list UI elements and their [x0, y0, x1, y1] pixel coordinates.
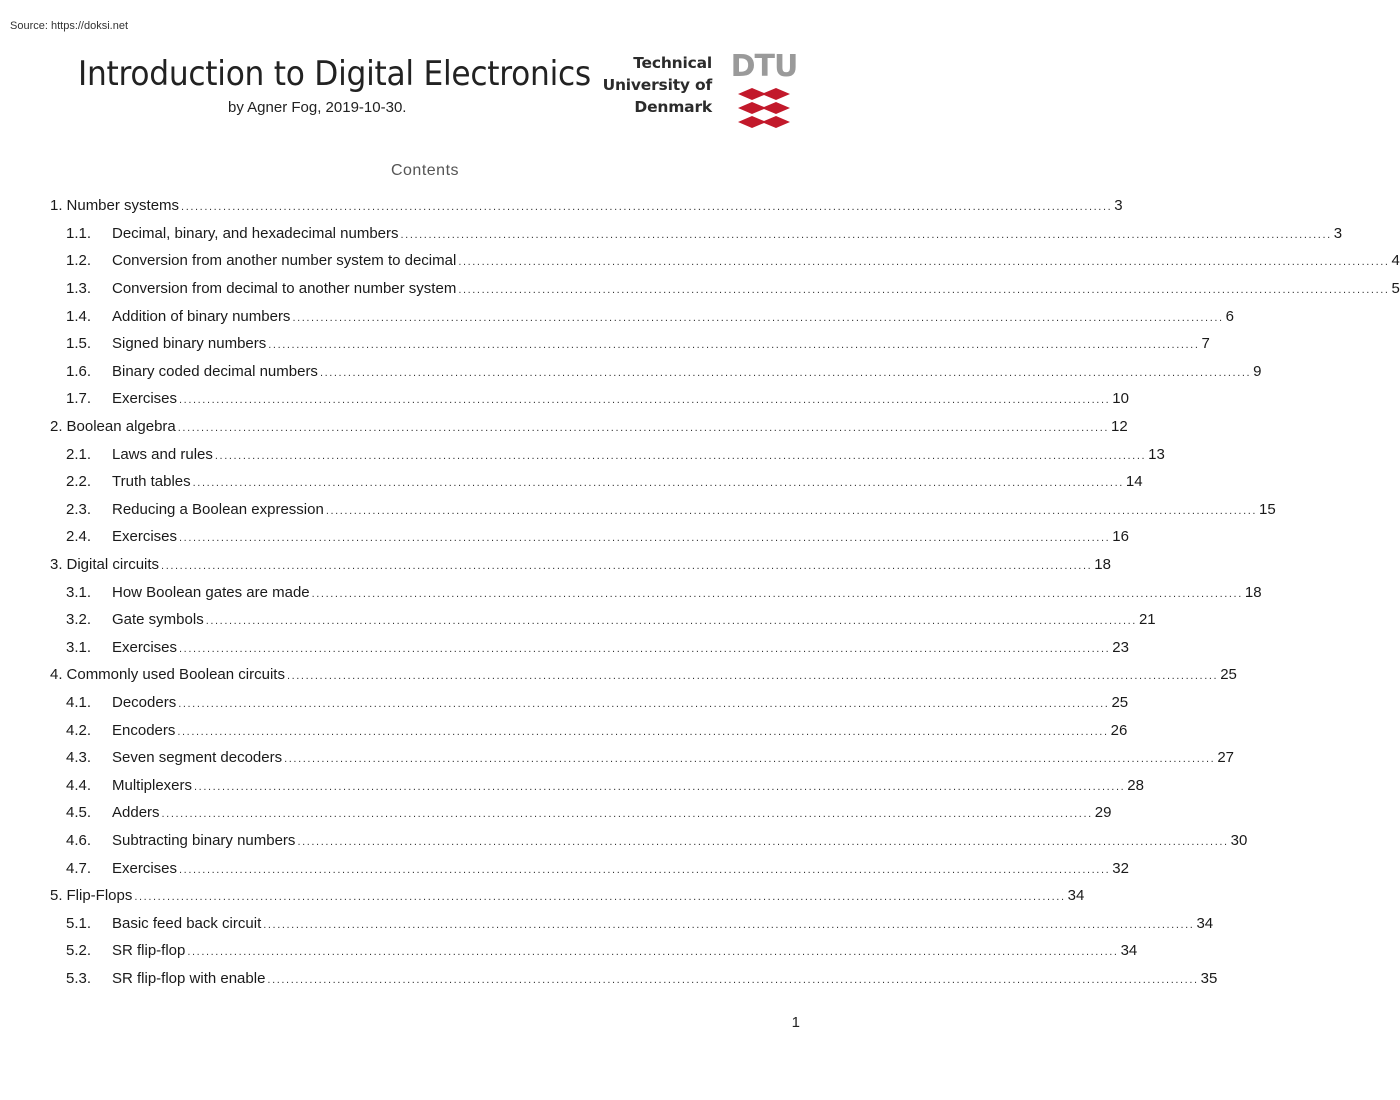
toc-leader-dots: ........................................................................................................................................................................................................ [181, 201, 1113, 214]
toc-entry-title: Encoders [112, 721, 176, 739]
toc-entry[interactable] [50, 965, 1218, 993]
toc-entry-number: 3.1. [66, 638, 92, 656]
toc-entry-page: 3 [1114, 197, 1123, 215]
toc-entry-number: 3.1. [66, 583, 92, 601]
toc-entry[interactable] [50, 716, 1128, 744]
dtu-logo-text: DTU [730, 49, 798, 84]
toc-entry[interactable] [50, 330, 1210, 358]
toc-entry-title: SR flip-flop with enable [112, 969, 266, 987]
toc-entry-title: Basic feed back circuit [112, 914, 262, 932]
toc-entry-title: Laws and rules [112, 445, 213, 463]
toc-entry-page: 12 [1111, 418, 1128, 436]
toc-entry-page: 29 [1094, 804, 1112, 822]
toc-entry-number: 2. [50, 418, 63, 436]
toc-leader-dots: ........................................................................................................................................................................................................ [134, 891, 1066, 904]
toc-entry[interactable] [50, 744, 1235, 772]
toc-entry-number: 2.3. [66, 500, 92, 518]
toc-entry-number: 2.4. [66, 528, 92, 546]
toc-entry-page: 21 [1138, 611, 1156, 629]
toc-entry-number: 1. [50, 197, 63, 215]
toc-entry-number: 5. [50, 887, 63, 905]
toc-entry-page: 23 [1112, 638, 1129, 656]
university-line: Technical [633, 54, 712, 72]
toc-entry-page: 35 [1200, 969, 1218, 987]
toc-entry-number: 5.2. [66, 942, 92, 960]
toc-entry-page: 18 [1244, 583, 1262, 601]
toc-entry-number: 4. [50, 666, 63, 684]
toc-leader-dots: ........................................................................................................................................................................................................ [268, 339, 1200, 352]
toc-entry-number: 1.1. [66, 224, 92, 242]
toc-entry-number: 3. [50, 556, 63, 574]
university-line: University of [602, 76, 712, 94]
toc-entry-number: 4.5. [66, 804, 92, 822]
toc-entry-page: 32 [1112, 859, 1129, 877]
toc-entry[interactable] [50, 302, 1235, 330]
toc-entry-page: 4 [1391, 252, 1400, 270]
toc-entry-title: Boolean algebra [66, 418, 176, 436]
toc-entry-number: 1.4. [66, 307, 92, 325]
toc-entry-number: 5.1. [66, 914, 92, 932]
toc-entry-page: 34 [1196, 914, 1214, 932]
toc-leader-dots: ........................................................................................................................................................................................................ [458, 284, 1390, 297]
toc-leader-dots: ........................................................................................................................................................................................................ [179, 863, 1111, 876]
page-number: 1 [791, 1014, 800, 1031]
toc-leader-dots: ........................................................................................................................................................................................................ [205, 615, 1137, 628]
toc-entry-title: Exercises [112, 528, 178, 546]
toc-entry[interactable] [50, 413, 1128, 441]
toc-leader-dots: ........................................................................................................................................................................................................ [284, 753, 1216, 766]
toc-entry[interactable] [50, 634, 1129, 662]
toc-leader-dots: ........................................................................................................................................................................................................ [263, 918, 1195, 931]
toc-entry-title: Signed binary numbers [112, 335, 267, 353]
toc-entry-number: 4.1. [66, 693, 92, 711]
toc-entry-title: Conversion from decimal to another number system [112, 280, 457, 298]
toc-leader-dots: ........................................................................................................................................................................................................ [187, 946, 1119, 959]
toc-leader-dots: ........................................................................................................................................................................................................ [297, 835, 1229, 848]
toc-entry-page: 25 [1111, 693, 1129, 711]
toc-entry[interactable] [50, 551, 1111, 579]
toc-entry-page: 6 [1225, 307, 1235, 325]
toc-entry[interactable] [50, 689, 1129, 717]
toc-entry-number: 1.5. [66, 335, 92, 353]
toc-leader-dots: ........................................................................................................................................................................................................ [325, 504, 1258, 517]
toc-entry[interactable] [50, 247, 1400, 275]
toc-entry-page: 9 [1253, 362, 1262, 380]
toc-entry-title: Truth tables [112, 473, 191, 491]
toc-entry-title: Exercises [112, 638, 178, 656]
toc-entry-title: Conversion from another number system to decimal [112, 252, 457, 270]
toc-entry-page: 34 [1120, 942, 1138, 960]
toc-entry-title: How Boolean gates are made [112, 583, 310, 601]
toc-entry-number: 2.1. [66, 445, 92, 463]
toc-entry-page: 28 [1127, 776, 1144, 794]
toc-entry-number: 1.3. [66, 280, 92, 298]
toc-entry-title: Decimal, binary, and hexadecimal numbers [112, 224, 399, 242]
toc-leader-dots: ........................................................................................................................................................................................................ [286, 670, 1219, 683]
table-of-contents [50, 192, 1400, 992]
toc-leader-dots: ........................................................................................................................................................................................................ [194, 780, 1126, 793]
toc-entry-title: Gate symbols [112, 611, 204, 629]
toc-entry-title: Exercises [112, 859, 178, 877]
toc-leader-dots: ........................................................................................................................................................................................................ [267, 973, 1199, 986]
toc-entry-page: 7 [1201, 335, 1210, 353]
toc-leader-dots: ........................................................................................................................................................................................................ [400, 228, 1332, 241]
toc-entry-title: Decoders [112, 693, 177, 711]
toc-entry-number: 4.6. [66, 831, 92, 849]
toc-entry-page: 14 [1125, 473, 1143, 491]
toc-leader-dots: ........................................................................................................................................................................................................ [292, 311, 1224, 324]
toc-entry[interactable] [50, 661, 1237, 689]
toc-entry[interactable] [50, 799, 1112, 827]
toc-entry[interactable] [50, 882, 1085, 910]
toc-entry[interactable] [50, 854, 1129, 882]
toc-leader-dots: ........................................................................................................................................................................................................ [214, 449, 1147, 462]
toc-entry[interactable] [50, 771, 1144, 799]
toc-leader-dots: ........................................................................................................................................................................................................ [161, 808, 1093, 821]
toc-entry-page: 27 [1217, 749, 1235, 767]
toc-leader-dots: ........................................................................................................................................................................................................ [179, 642, 1111, 655]
toc-entry-number: 4.7. [66, 859, 92, 877]
toc-entry-title: Seven segment decoders [112, 749, 283, 767]
toc-entry-title: Reducing a Boolean expression [112, 500, 324, 518]
dtu-logo-icon [730, 46, 798, 132]
toc-entry[interactable] [50, 909, 1214, 937]
toc-entry-page: 16 [1112, 528, 1129, 546]
toc-entry-page: 30 [1230, 831, 1248, 849]
toc-entry[interactable] [50, 275, 1400, 303]
source-note: Source: https://doksi.net [10, 20, 129, 32]
toc-leader-dots: ........................................................................................................................................................................................................ [177, 422, 1110, 435]
toc-leader-dots: ........................................................................................................................................................................................................ [319, 366, 1252, 379]
toc-entry-title: Addition of binary numbers [112, 307, 291, 325]
toc-leader-dots: ........................................................................................................................................................................................................ [177, 725, 1109, 738]
toc-entry-title: Commonly used Boolean circuits [66, 666, 285, 684]
toc-entry-number: 2.2. [66, 473, 92, 491]
toc-entry-title: Number systems [66, 197, 180, 215]
toc-entry[interactable] [50, 578, 1262, 606]
toc-entry-number: 4.2. [66, 721, 92, 739]
toc-entry-title: Exercises [112, 390, 178, 408]
toc-leader-dots: ........................................................................................................................................................................................................ [161, 560, 1093, 573]
toc-entry-title: Binary coded decimal numbers [112, 362, 318, 380]
toc-entry-title: Digital circuits [66, 556, 160, 574]
toc-entry-title: Subtracting binary numbers [112, 831, 296, 849]
toc-leader-dots: ........................................................................................................................................................................................................ [179, 532, 1111, 545]
toc-entry-number: 3.2. [66, 611, 92, 629]
toc-entry-title: Multiplexers [112, 776, 193, 794]
toc-entry-page: 26 [1110, 721, 1128, 739]
toc-entry[interactable] [50, 358, 1262, 386]
toc-entry-page: 13 [1148, 445, 1165, 463]
toc-entry-page: 34 [1067, 887, 1085, 905]
toc-entry[interactable] [50, 440, 1165, 468]
toc-entry-page: 18 [1094, 556, 1111, 574]
toc-entry-number: 4.4. [66, 776, 92, 794]
document-title: Introduction to Digital Electronics [78, 54, 591, 94]
toc-entry[interactable] [50, 937, 1138, 965]
toc-entry-title: Adders [112, 804, 160, 822]
toc-entry-number: 1.7. [66, 390, 92, 408]
toc-entry[interactable] [50, 523, 1129, 551]
toc-entry[interactable] [50, 468, 1143, 496]
toc-leader-dots: ........................................................................................................................................................................................................ [192, 477, 1124, 490]
toc-leader-dots: ........................................................................................................................................................................................................ [311, 587, 1243, 600]
contents-heading: Contents [390, 162, 460, 179]
toc-entry-number: 1.2. [66, 252, 92, 270]
toc-entry[interactable] [50, 606, 1156, 634]
university-name [598, 52, 712, 118]
university-line: Denmark [634, 98, 712, 116]
toc-entry-title: SR flip-flop [112, 942, 186, 960]
toc-entry-page: 15 [1259, 500, 1276, 518]
toc-entry-number: 4.3. [66, 749, 92, 767]
toc-entry[interactable] [50, 192, 1123, 220]
toc-entry-page: 5 [1391, 280, 1400, 298]
toc-entry[interactable] [50, 496, 1276, 524]
toc-entry-page: 25 [1220, 666, 1237, 684]
toc-entry[interactable] [50, 827, 1248, 855]
toc-entry-page: 3 [1333, 224, 1343, 242]
toc-leader-dots: ........................................................................................................................................................................................................ [179, 394, 1111, 407]
toc-entry-number: 1.6. [66, 362, 92, 380]
toc-leader-dots: ........................................................................................................................................................................................................ [458, 256, 1390, 269]
toc-entry-number: 5.3. [66, 969, 92, 987]
toc-entry[interactable] [50, 385, 1129, 413]
toc-entry[interactable] [50, 220, 1343, 248]
toc-entry-page: 10 [1112, 390, 1129, 408]
author-byline: by Agner Fog, 2019-10-30. [228, 99, 407, 116]
toc-leader-dots: ........................................................................................................................................................................................................ [178, 697, 1110, 710]
toc-entry-title: Flip-Flops [66, 887, 133, 905]
